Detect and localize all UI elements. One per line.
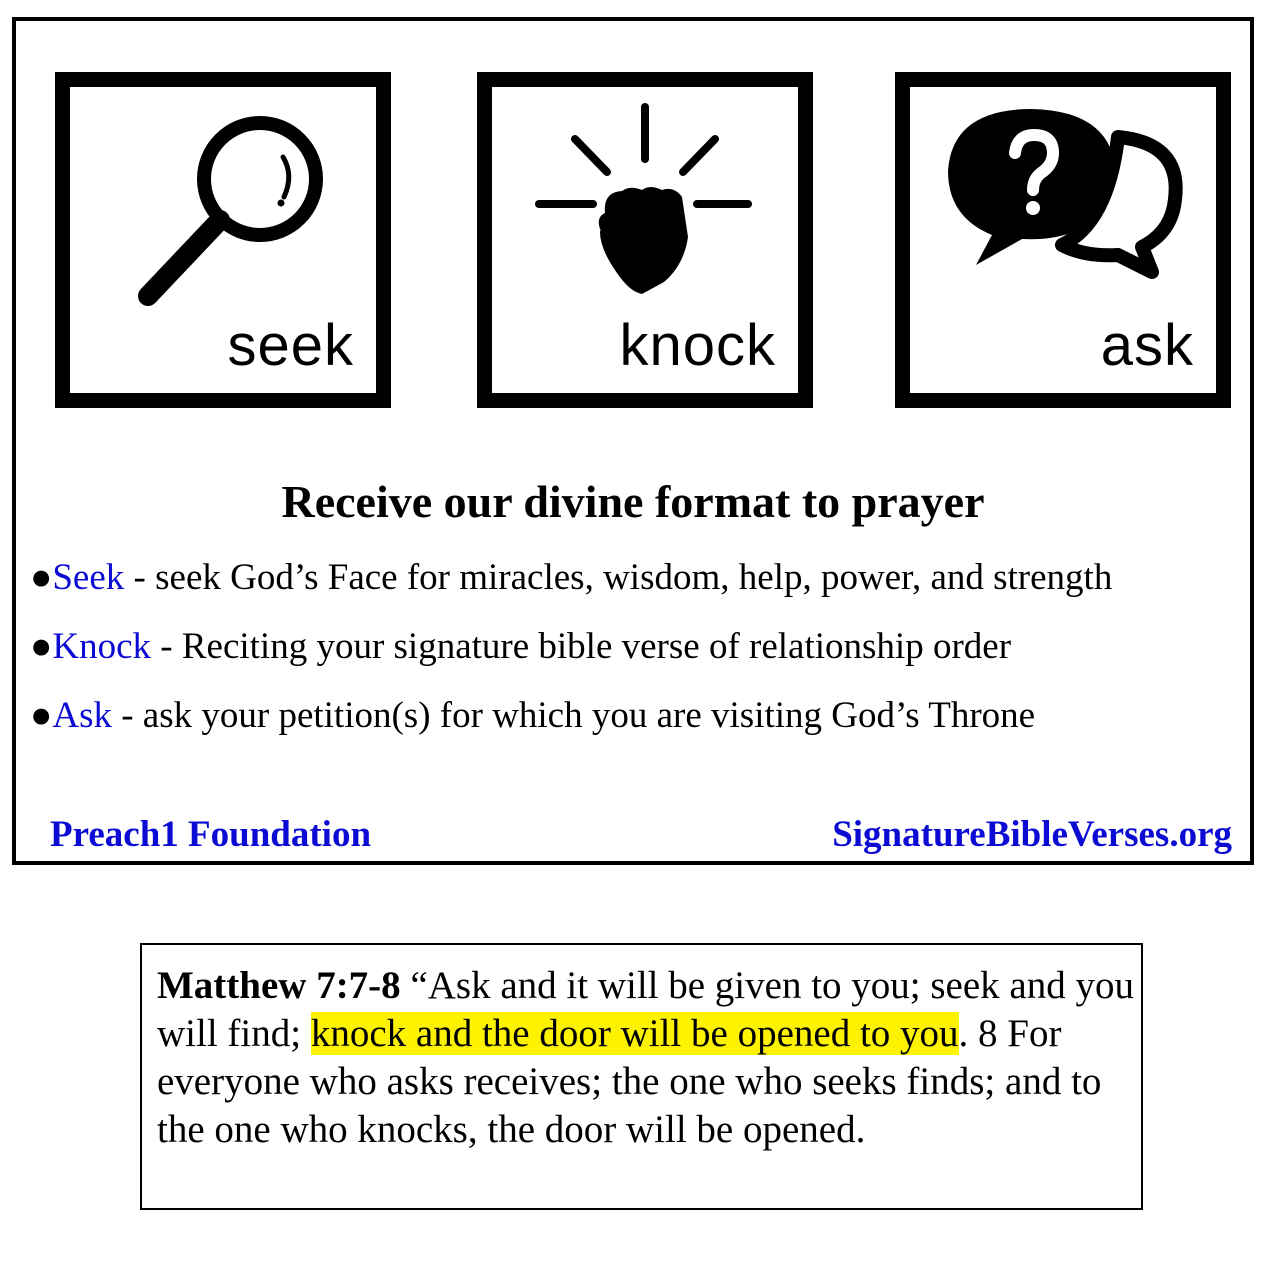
ask-box	[895, 72, 1231, 408]
bullet-keyword-knock: Knock	[52, 626, 152, 667]
prayer-format-card	[12, 17, 1254, 865]
bullet-keyword-ask: Ask	[52, 695, 112, 736]
seek-box	[55, 72, 391, 408]
verse-after-highlight: . 8 For everyone who asks receives; the one who seeks finds; and to the one who knocks, the door will be opened.	[157, 1012, 1102, 1151]
bullet-text-knock: - Reciting your signature bible verse of relationship order	[151, 626, 1012, 667]
knock-label: knock	[619, 313, 776, 378]
bullet-marker: ●	[30, 695, 53, 736]
footer-organization: Preach1 Foundation	[50, 814, 372, 855]
footer-website: SignatureBibleVerses.org	[832, 814, 1232, 855]
verse-box	[140, 943, 1143, 1210]
bullet-keyword-seek: Seek	[52, 557, 125, 598]
knock-box	[477, 72, 813, 408]
bullet-text-ask: - ask your petition(s) for which you are visiting God’s Throne	[111, 695, 1036, 736]
bullet-marker: ●	[30, 626, 53, 667]
bullet-knock	[30, 628, 1011, 665]
verse-reference: Matthew 7:7-8	[157, 964, 401, 1007]
seek-label: seek	[227, 313, 354, 378]
bullet-seek	[30, 559, 1112, 596]
bullet-marker: ●	[30, 557, 53, 598]
verse-before-highlight: “Ask and it will be given to you; seek and you will find;	[157, 964, 1134, 1055]
card-heading: Receive our divine format to prayer	[281, 476, 985, 527]
verse-highlight: knock and the door will be opened to you	[310, 1012, 959, 1055]
ask-label: ask	[1100, 313, 1194, 378]
bullet-text-seek: - seek God’s Face for miracles, wisdom, help, power, and strength	[124, 557, 1113, 598]
bullet-ask	[30, 697, 1035, 734]
verse-text	[157, 962, 1137, 1154]
